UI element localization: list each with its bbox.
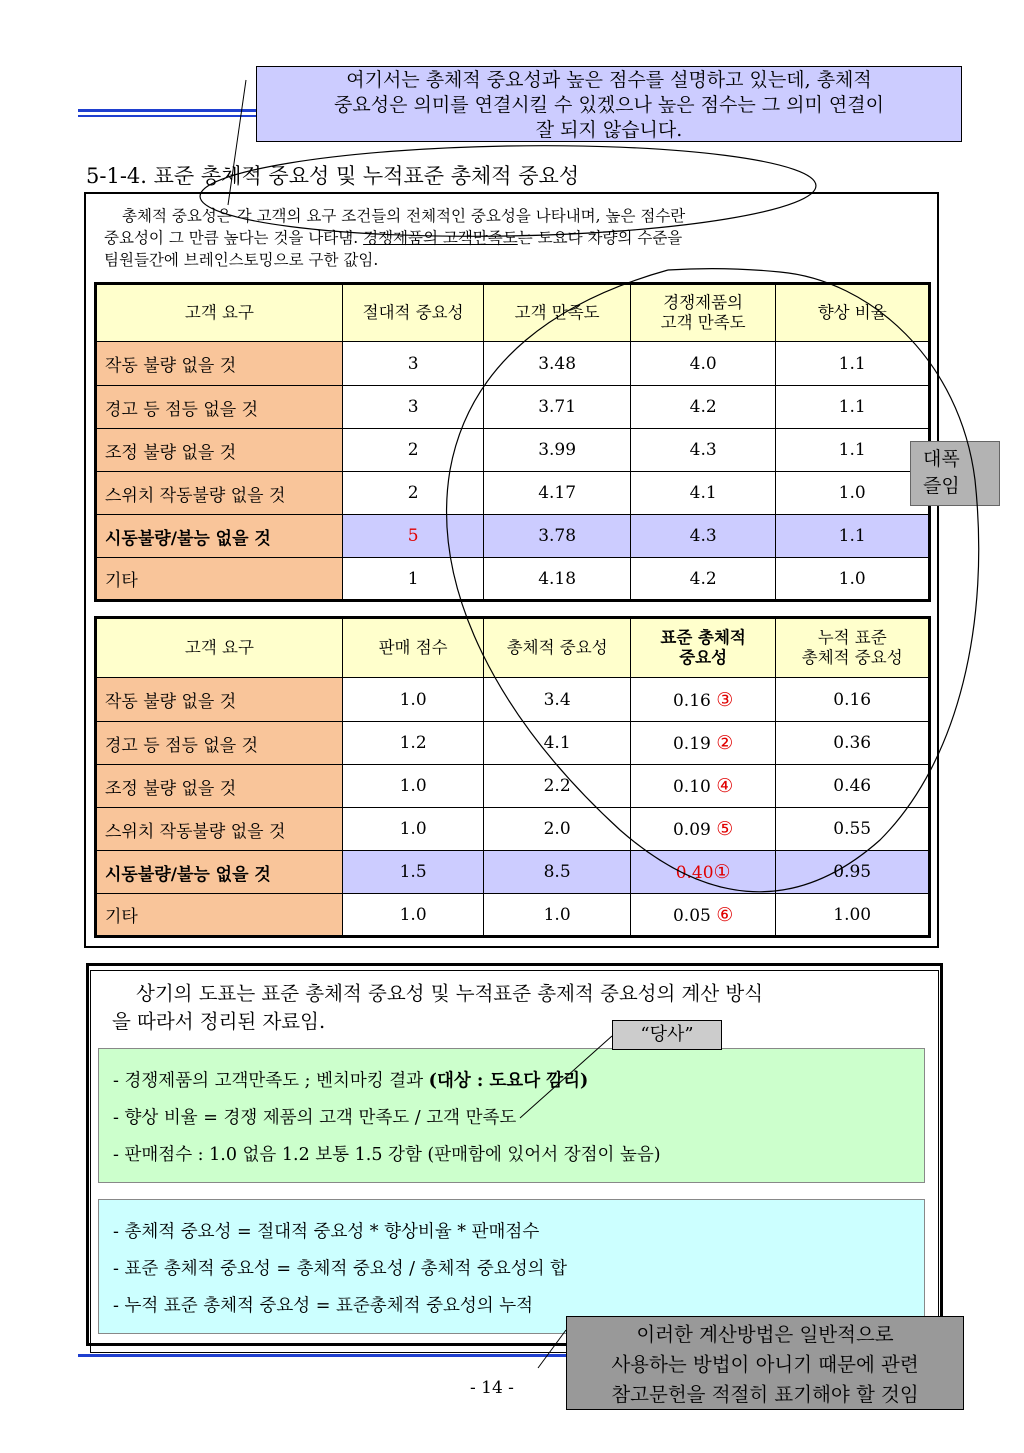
value-cell: 4.1 — [630, 472, 776, 515]
header-cell — [776, 618, 930, 678]
value-cell: 1.1 — [776, 429, 930, 472]
header-cell: 고객 만족도 — [484, 284, 631, 342]
value-cell: 4.3 — [630, 429, 776, 472]
table-row — [96, 558, 930, 601]
value-cell: 4.18 — [484, 558, 631, 601]
requirement-cell: 경고 등 점등 없을 것 — [96, 722, 343, 765]
rank-marker: ① — [713, 861, 731, 883]
requirement-cell: 시동불량/불능 없을 것 — [96, 515, 343, 558]
value-cell: 2 — [342, 429, 484, 472]
value-cell: 3 — [342, 386, 484, 429]
value-cell: 1.0 — [484, 894, 631, 937]
header-text: 누적 표준 — [817, 628, 887, 647]
requirement-cell: 스위치 작동불량 없을 것 — [96, 808, 343, 851]
value-cell: 4.17 — [484, 472, 631, 515]
requirement-cell: 조정 불량 없을 것 — [96, 429, 343, 472]
side-comment-line: 즐임 — [923, 475, 960, 497]
value-cell: 4.1 — [484, 722, 631, 765]
table-row — [96, 808, 930, 851]
value-cell: 4.0 — [630, 342, 776, 386]
value-cell: 1.0 — [342, 808, 484, 851]
rank-marker: ⑤ — [716, 818, 734, 840]
requirement-cell: 스위치 작동불량 없을 것 — [96, 472, 343, 515]
table-header-row — [96, 284, 930, 342]
value-cell: 1.2 — [342, 722, 484, 765]
table-row — [96, 386, 930, 429]
definition-item: - 판매점수 : 1.0 없음 1.2 보통 1.5 강함 (판매함에 있어서 장점이 높음) — [113, 1145, 661, 1165]
formula-item: - 표준 총체적 중요성 = 총체적 중요성 / 총체적 중요성의 합 — [113, 1259, 568, 1279]
table-row — [96, 342, 930, 386]
table-row — [96, 765, 930, 808]
review-comment-line: 참고문헌을 적절히 표기해야 할 것임 — [611, 1383, 919, 1406]
value-cell: 2 — [342, 472, 484, 515]
table-row — [96, 429, 930, 472]
summary-paragraph — [112, 980, 902, 1036]
value-cell: 0.46 — [776, 765, 930, 808]
value-cell — [630, 678, 776, 722]
table-row-highlighted — [96, 851, 930, 894]
table-header-row — [96, 618, 930, 678]
header-cell: 고객 요구 — [96, 618, 343, 678]
top-rule-2 — [78, 115, 256, 117]
std-value: 0.16 — [672, 690, 711, 711]
value-cell — [630, 722, 776, 765]
table-row — [96, 472, 930, 515]
header-cell: 향상 비율 — [776, 284, 930, 342]
requirement-cell: 조정 불량 없을 것 — [96, 765, 343, 808]
intro-text: 는 도요다 차량의 수준을 — [517, 229, 683, 247]
definition-item — [113, 1063, 924, 1100]
review-comment-line: 중요성은 의미를 연결시킬 수 있겠으나 높은 점수는 그 의미 연결이 — [334, 94, 884, 116]
formula-item: - 누적 표준 총체적 중요성 = 표준총체적 중요성의 누적 — [113, 1296, 534, 1316]
header-text: 표준 총체적 — [660, 628, 746, 647]
value-cell: 1.0 — [776, 472, 930, 515]
value-cell: 1.00 — [776, 894, 930, 937]
value-cell: 1.0 — [342, 894, 484, 937]
review-comment-top — [256, 66, 962, 142]
value-cell: 1.0 — [342, 765, 484, 808]
value-cell: 0.95 — [776, 851, 930, 894]
page-number: - 14 - — [470, 1378, 514, 1398]
summary-line: 을 따라서 정리된 자료임. — [112, 1010, 326, 1033]
value-cell: 0.16 — [776, 678, 930, 722]
dangsa-comment: “당사” — [612, 1020, 722, 1050]
review-comment-bottom — [566, 1316, 964, 1410]
value-cell: 3.99 — [484, 429, 631, 472]
header-cell: 총체적 중요성 — [484, 618, 631, 678]
header-cell — [630, 284, 776, 342]
satisfaction-table — [94, 282, 931, 602]
value-cell: 3.78 — [484, 515, 631, 558]
value-cell: 0.55 — [776, 808, 930, 851]
header-text: 고객 만족도 — [660, 313, 746, 332]
requirement-cell: 작동 불량 없을 것 — [96, 678, 343, 722]
value-cell: 1.1 — [776, 515, 930, 558]
header-cell: 판매 점수 — [342, 618, 484, 678]
summary-line: 상기의 도표는 표준 총체적 중요성 및 누적표준 총제적 중요성의 계산 방식 — [136, 982, 764, 1005]
review-comment-line: 이러한 계산방법은 일반적으로 — [636, 1323, 894, 1346]
review-comment-line: 여기서는 총체적 중요성과 높은 점수를 설명하고 있는데, 총체적 — [346, 69, 872, 91]
value-cell: 4.2 — [630, 558, 776, 601]
value-cell: 1.5 — [342, 851, 484, 894]
definition-bold-text: (대상 : 도요다 깜리) — [428, 1071, 589, 1091]
formulas-box — [98, 1199, 925, 1334]
value-cell — [630, 765, 776, 808]
table-row — [96, 894, 930, 937]
review-comment-line: 잘 되지 않습니다. — [535, 119, 683, 141]
std-value: 0.05 — [672, 905, 711, 926]
value-cell: 5 — [342, 515, 484, 558]
value-cell: 1 — [342, 558, 484, 601]
requirement-cell: 시동불량/불능 없을 것 — [96, 851, 343, 894]
value-cell — [630, 808, 776, 851]
table-row — [96, 722, 930, 765]
rank-marker: ⑥ — [716, 903, 734, 926]
intro-line — [104, 227, 914, 249]
header-text: 중요성 — [679, 648, 728, 667]
bottom-rule — [78, 1354, 568, 1357]
value-cell: 2.0 — [484, 808, 631, 851]
value-cell: 1.1 — [776, 386, 930, 429]
value-cell: 1.0 — [342, 678, 484, 722]
header-cell: 절대적 중요성 — [342, 284, 484, 342]
definition-text: - 경쟁제품의 고객만족도 ; 벤치마킹 결과 — [113, 1071, 429, 1091]
header-cell: 고객 요구 — [96, 284, 343, 342]
value-cell: 8.5 — [484, 851, 631, 894]
header-text: 총체적 중요성 — [801, 648, 903, 667]
top-rule-1 — [78, 109, 256, 112]
table-row-highlighted — [96, 515, 930, 558]
side-comment-line: 대폭 — [923, 448, 960, 470]
intro-underlined-text: 경쟁제품의 고객만족도 — [363, 229, 518, 247]
value-cell: 3.48 — [484, 342, 631, 386]
header-cell — [630, 618, 776, 678]
std-value: 0.10 — [672, 777, 711, 797]
requirement-cell: 작동 불량 없을 것 — [96, 342, 343, 386]
value-cell: 4.3 — [630, 515, 776, 558]
value-cell: 2.2 — [484, 765, 631, 808]
intro-text: 중요성이 그 만큼 높다는 것을 나타냄. — [104, 229, 364, 247]
rank-marker: ② — [716, 732, 734, 754]
section-title: 5-1-4. 표준 총체적 중요성 및 누적표준 총체적 중요성 — [86, 164, 580, 188]
formula-item: - 총체적 중요성 = 절대적 중요성 * 향상비율 * 판매점수 — [113, 1222, 540, 1242]
rank-marker: ④ — [716, 775, 734, 797]
std-value: 0.40 — [675, 863, 714, 883]
definition-item: - 향상 비율 = 경쟁 제품의 고객 만족도 / 고객 만족도 — [113, 1108, 517, 1128]
review-comment-line: 사용하는 방법이 아니기 때문에 관련 — [611, 1353, 919, 1376]
definitions-box — [98, 1048, 925, 1183]
intro-line: 팀원들간에 브레인스토밍으로 구한 값임. — [104, 251, 379, 269]
std-value: 0.09 — [672, 820, 711, 840]
intro-line: 총체적 중요성은 각 고객의 요구 조건들의 전체적인 중요성을 나타내며, 높은 점수란 — [122, 207, 686, 225]
value-cell: 3.4 — [484, 678, 631, 722]
value-cell: 1.1 — [776, 342, 930, 386]
importance-table — [94, 616, 931, 938]
std-value: 0.19 — [672, 734, 711, 754]
value-cell: 3 — [342, 342, 484, 386]
value-cell — [630, 894, 776, 937]
requirement-cell: 기타 — [96, 558, 343, 601]
value-cell: 3.71 — [484, 386, 631, 429]
intro-paragraph — [104, 205, 914, 271]
value-cell: 4.2 — [630, 386, 776, 429]
header-text: 경쟁제품의 — [663, 293, 743, 312]
value-cell: 1.0 — [776, 558, 930, 601]
rank-marker: ③ — [716, 688, 734, 711]
requirement-cell: 경고 등 점등 없을 것 — [96, 386, 343, 429]
side-comment — [910, 441, 1000, 506]
value-cell: 0.36 — [776, 722, 930, 765]
table-row — [96, 678, 930, 722]
value-cell — [630, 851, 776, 894]
requirement-cell: 기타 — [96, 894, 343, 937]
